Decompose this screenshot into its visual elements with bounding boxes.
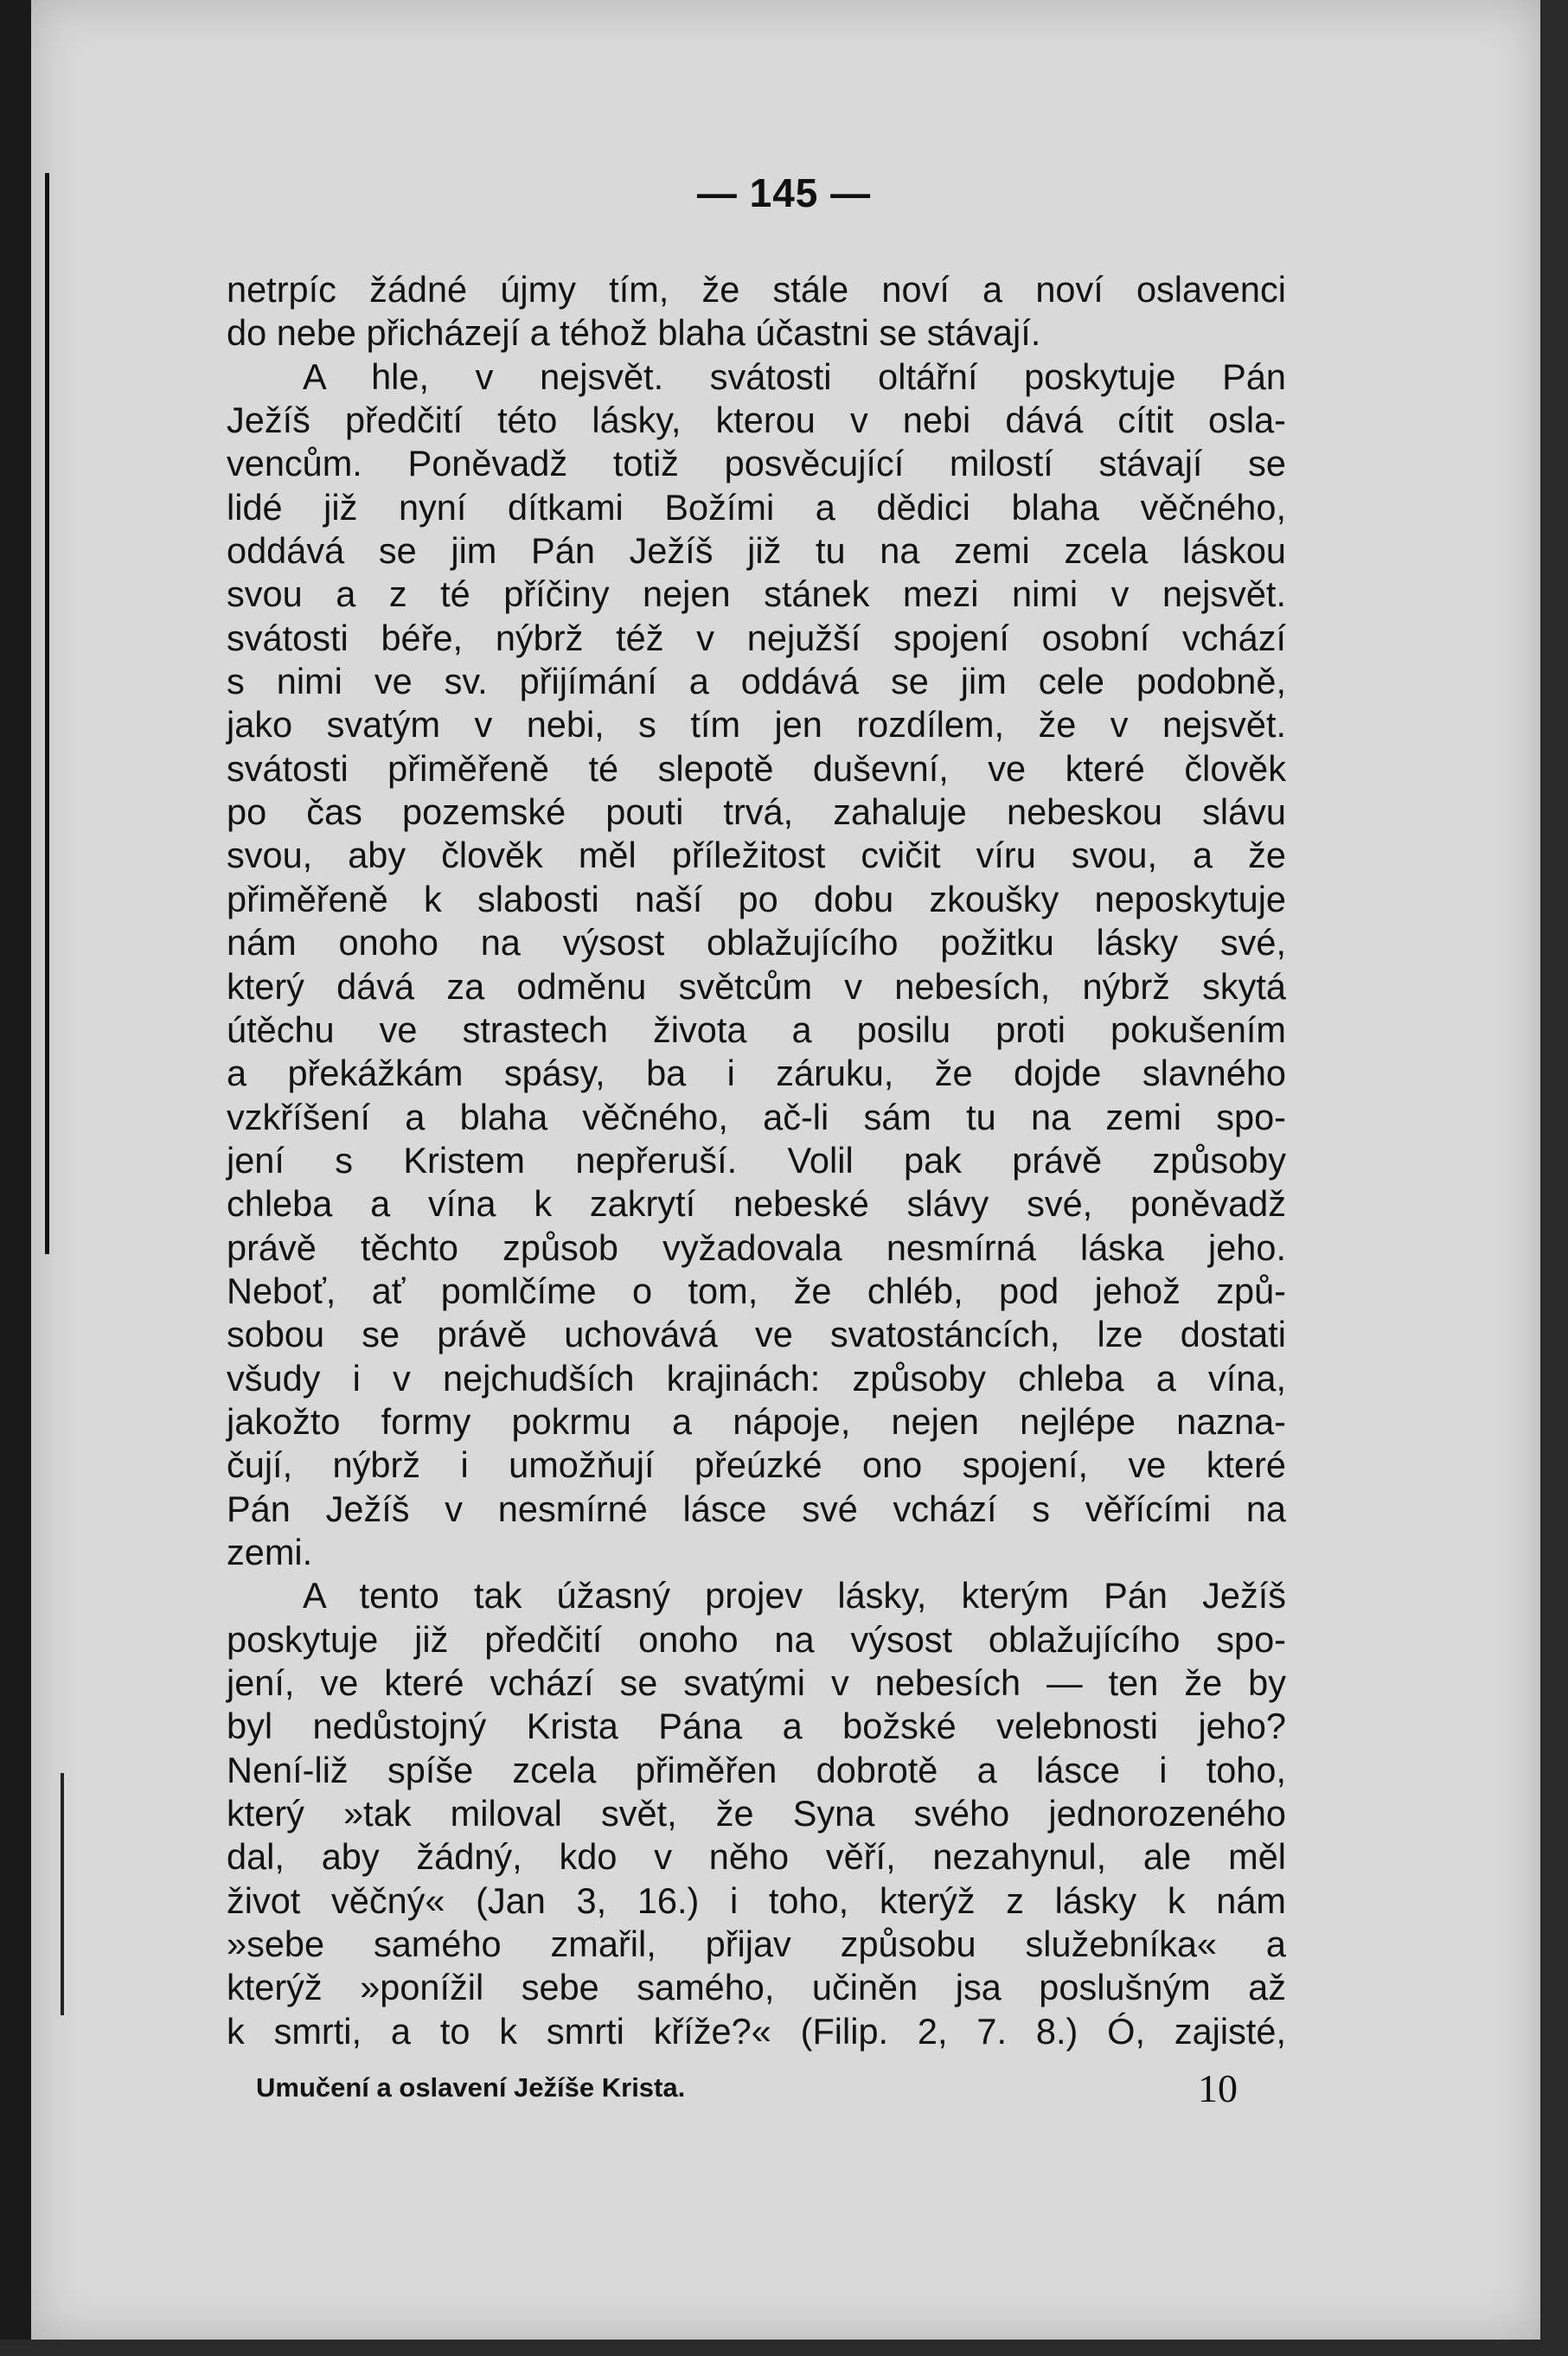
text-line: kterýž »ponížil sebe samého, učiněn jsa poslušným až	[227, 1967, 1286, 2008]
text-line: lidé již nyní dítkami Božími a dědici blaha věčného,	[227, 486, 1286, 528]
page-number: — 145 —	[696, 170, 872, 215]
text-line: jakožto formy pokrmu a nápoje, nejen nejlépe nazna-	[227, 1400, 1286, 1442]
text-line: poskytuje již předčití onoho na výsost oblažujícího spo-	[227, 1618, 1286, 1660]
text-line: svátosti přiměřeně té slepotě duševní, ve které člověk	[227, 747, 1286, 789]
text-line: do nebe přicházejí a téhož blaha účastni se stávají.	[227, 312, 1041, 354]
text-line: A hle, v nejsvět. svátosti oltářní poskytuje Pán	[303, 355, 1286, 397]
text-line: svátosti béře, nýbrž též v nejužší spojení osobní vchází	[227, 617, 1286, 658]
text-line: právě těchto způsob vyžadovala nesmírná láska jeho.	[227, 1226, 1286, 1268]
text-line: byl nedůstojný Krista Pána a božské velebnosti jeho?	[227, 1706, 1286, 1747]
text-line: oddává se jim Pán Ježíš již tu na zemi zcela láskou	[227, 530, 1286, 572]
scan-edge-bottom	[0, 2340, 1568, 2356]
scan-edge-right	[1540, 0, 1568, 2356]
binding-mark-lower	[61, 1773, 64, 2015]
text-line: útěchu ve strastech života a posilu proti pokušením	[227, 1008, 1286, 1050]
text-line: který dává za odměnu světcům v nebesích, nýbrž skytá	[227, 965, 1286, 1007]
text-line: svou, aby člověk měl příležitost cvičit víru svou, a že	[227, 835, 1286, 876]
text-line: vencům. Poněvadž totiž posvěcující milostí stávají se	[227, 443, 1286, 484]
body-text	[227, 268, 1286, 2053]
text-line: všudy i v nejchudších krajinách: způsoby chleba a vína,	[227, 1357, 1286, 1399]
text-line: a překážkám spásy, ba i záruku, že dojde slavného	[227, 1053, 1286, 1094]
text-line: chleba a vína k zakrytí nebeské slávy své, poněvadž	[227, 1183, 1286, 1225]
text-line: po čas pozemské pouti trvá, zahaluje nebeskou slávu	[227, 791, 1286, 833]
page-footer	[256, 2066, 1238, 2110]
text-line: nám onoho na výsost oblažujícího požitku lásky své,	[227, 922, 1286, 964]
text-line: svou a z té příčiny nejen stánek mezi nimi v nejsvět.	[227, 573, 1286, 615]
binding-mark	[45, 173, 49, 1254]
signature-mark: 10	[1198, 2066, 1238, 2110]
text-line: jako svatým v nebi, s tím jen rozdílem, že v nejsvět.	[227, 704, 1286, 746]
footer-book-title: Umučení a oslavení Ježíše Krista.	[256, 2072, 686, 2103]
text-line: s nimi ve sv. přijímání a oddává se jim cele podobně,	[227, 661, 1286, 702]
text-line: čují, nýbrž i umožňují přeúzké ono spojení, ve které	[227, 1444, 1286, 1486]
text-line: Ježíš předčití této lásky, kterou v nebi dává cítit osla-	[227, 400, 1286, 441]
text-line: život věčný« (Jan 3, 16.) i toho, kterýž z lásky k nám	[227, 1879, 1286, 1921]
text-line: sobou se právě uchovává ve svatostáncích, lze dostati	[227, 1314, 1286, 1355]
text-line: vzkříšení a blaha věčného, ač-li sám tu na zemi spo-	[227, 1096, 1286, 1137]
text-line: dal, aby žádný, kdo v něho věří, nezahynul, ale měl	[227, 1836, 1286, 1878]
text-line: který »tak miloval svět, že Syna svého jednorozeného	[227, 1793, 1286, 1834]
text-line: přiměřeně k slabosti naší po dobu zkoušky neposkytuje	[227, 878, 1286, 919]
text-line: A tento tak úžasný projev lásky, kterým Pán Ježíš	[303, 1575, 1286, 1617]
text-line: »sebe samého zmařil, přijav způsobu služebníka« a	[227, 1924, 1286, 1965]
text-line: netrpíc žádné újmy tím, že stále noví a noví oslavenci	[227, 269, 1286, 310]
text-line: jení s Kristem nepřeruší. Volil pak právě způsoby	[227, 1139, 1286, 1181]
text-line: jení, ve které vchází se svatými v nebesích — ten že by	[227, 1662, 1286, 1703]
text-line: Není-liž spíše zcela přiměřen dobrotě a lásce i toho,	[227, 1749, 1286, 1790]
text-line: zemi.	[227, 1531, 313, 1572]
text-line: Neboť, ať pomlčíme o tom, že chléb, pod jehož způ-	[227, 1270, 1286, 1311]
text-line: k smrti, a to k smrti kříže?« (Filip. 2, 7. 8.) Ó, zajisté,	[227, 2010, 1286, 2052]
text-line: Pán Ježíš v nesmírné lásce své vchází s věřícími na	[227, 1488, 1286, 1529]
